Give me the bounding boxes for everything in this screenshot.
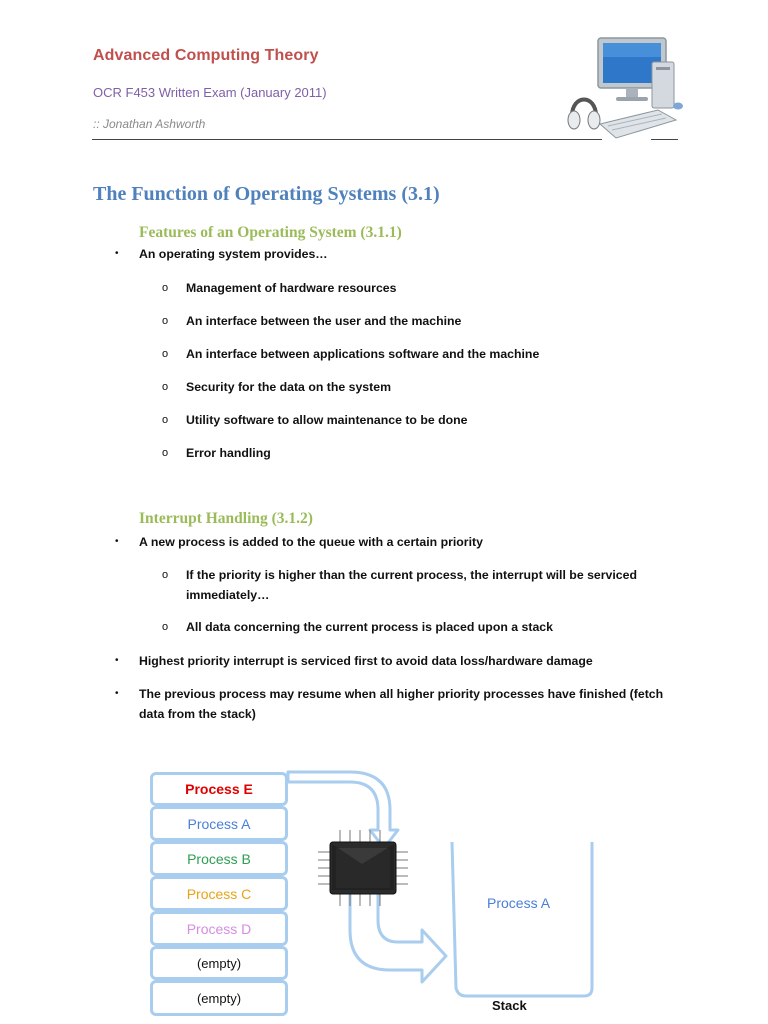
feature-item: Utility software to allow maintenance to be done [186,413,468,427]
bullet-disc-icon: • [115,688,119,699]
feature-item: Error handling [186,446,271,460]
queue-item-label: (empty) [196,990,242,1006]
queue-item-process-d [150,911,288,946]
queue-item-label: Process A [187,815,251,832]
queue-item-empty [150,946,288,980]
interrupt-heading: Interrupt Handling (3.1.2) [139,510,313,527]
queue-item-process-e [150,772,288,806]
queue-item-process-c [150,876,288,911]
interrupt-subpoint: All data concerning the current process is placed upon a stack [186,620,553,634]
interrupt-subpoint-cont: immediately… [186,588,270,602]
exam-subtitle: OCR F453 Written Exam (January 2011) [93,85,327,100]
stack-process: Process A [487,895,551,911]
queue-item-label: Process B [187,850,251,867]
features-intro: An operating system provides… [139,247,328,261]
queue-item-label: (empty) [196,955,242,971]
queue-item-process-a [150,806,288,841]
arrow-to-stack-icon [350,880,446,982]
bullet-circle-icon: o [162,414,169,426]
arrow-to-cpu-icon [288,772,398,848]
bullet-disc-icon: • [115,248,119,259]
bullet-circle-icon: o [162,282,169,294]
interrupt-point: The previous process may resume when all higher priority processes have finished (fetch [139,687,664,701]
interrupt-point-cont: data from the stack) [139,707,256,721]
header-rule [92,139,602,140]
queue-item-empty [150,980,288,1016]
bullet-circle-icon: o [162,381,169,393]
interrupt-diagram [0,760,768,1024]
feature-item: Management of hardware resources [186,281,397,295]
feature-item: An interface between the user and the machine [186,314,462,328]
bullet-circle-icon: o [162,447,169,459]
stack-container [452,842,592,996]
stack-label: Stack [492,998,527,1013]
bullet-circle-icon: o [162,348,169,360]
bullet-disc-icon: • [115,655,119,666]
section-title: The Function of Operating Systems (3.1) [93,183,440,205]
feature-item: Security for the data on the system [186,380,392,394]
interrupt-point: A new process is added to the queue with a certain priority [139,535,483,549]
interrupt-subpoint: If the priority is higher than the current process, the interrupt will be serviced [186,568,637,582]
queue-item-label: Process C [186,885,252,902]
queue-item-label: Process D [186,920,252,937]
queue-item-process-b [150,841,288,876]
interrupt-point: Highest priority interrupt is serviced first to avoid data loss/hardware damage [139,654,593,668]
course-title: Advanced Computing Theory [93,47,319,64]
bullet-disc-icon: • [115,536,119,547]
queue-item-label: Process E [185,781,253,797]
author-line: :: Jonathan Ashworth [93,117,206,131]
features-heading: Features of an Operating System (3.1.1) [139,224,402,241]
bullet-circle-icon: o [162,621,169,633]
bullet-circle-icon: o [162,315,169,327]
feature-item: An interface between applications software and the machine [186,347,540,361]
bullet-circle-icon: o [162,569,169,581]
computer-illustration-icon [566,36,684,148]
